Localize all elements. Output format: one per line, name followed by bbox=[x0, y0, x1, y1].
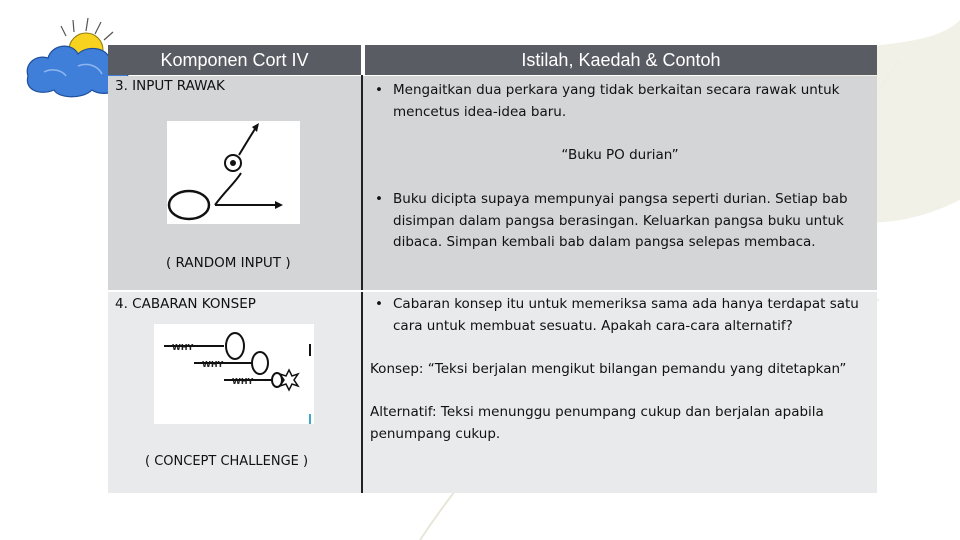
row-divider bbox=[108, 290, 877, 292]
why-label: WHY bbox=[172, 343, 194, 352]
column-divider bbox=[361, 75, 363, 493]
header-komponen: Komponen Cort IV bbox=[108, 45, 361, 75]
example-text: “Buku PO durian” bbox=[561, 147, 679, 163]
description-bullet-1: Mengaitkan dua perkara yang tidak berkaitan secara rawak untuk mencetus idea-idea baru. bbox=[393, 82, 840, 120]
random-input-diagram bbox=[167, 121, 300, 224]
why-label: WHY bbox=[232, 377, 254, 386]
row-input-rawak-description bbox=[363, 76, 877, 290]
header-istilah: Istilah, Kaedah & Contoh bbox=[363, 45, 877, 75]
bullet-dot: • bbox=[375, 296, 383, 312]
description-bullet-1: Cabaran konsep itu untuk memeriksa sama ada hanya terdapat satu cara untuk membuat sesuatu. Apakah cara-cara alternatif? bbox=[393, 296, 859, 334]
concept-text: Konsep: “Teksi berjalan mengikut bilangan pemandu yang ditetapkan” bbox=[370, 361, 847, 377]
row-cabaran-konsep-component bbox=[108, 292, 361, 493]
alternative-text: Alternatif: Teksi menunggu penumpang cukup dan berjalan apabila penumpang cukup. bbox=[370, 404, 824, 442]
concept-challenge-diagram bbox=[154, 324, 314, 424]
component-title: 3. INPUT RAWAK bbox=[115, 78, 225, 94]
cort-table bbox=[108, 45, 877, 493]
bullet-dot: • bbox=[375, 191, 383, 207]
component-title: 4. CABARAN KONSEP bbox=[115, 296, 256, 312]
row-input-rawak-component bbox=[108, 76, 361, 290]
component-caption: ( CONCEPT CHALLENGE ) bbox=[145, 454, 309, 469]
row-cabaran-konsep-description bbox=[363, 292, 877, 493]
component-caption: ( RANDOM INPUT ) bbox=[166, 255, 291, 271]
bullet-dot: • bbox=[375, 82, 383, 98]
why-label: WHY bbox=[202, 360, 224, 369]
description-bullet-2: Buku dicipta supaya mempunyai pangsa seperti durian. Setiap bab disimpan dalam pangsa berasingan. Keluarkan pangsa buku untuk dibaca. Simpan kembali bab dalam pangsa selepas membaca. bbox=[393, 191, 848, 250]
